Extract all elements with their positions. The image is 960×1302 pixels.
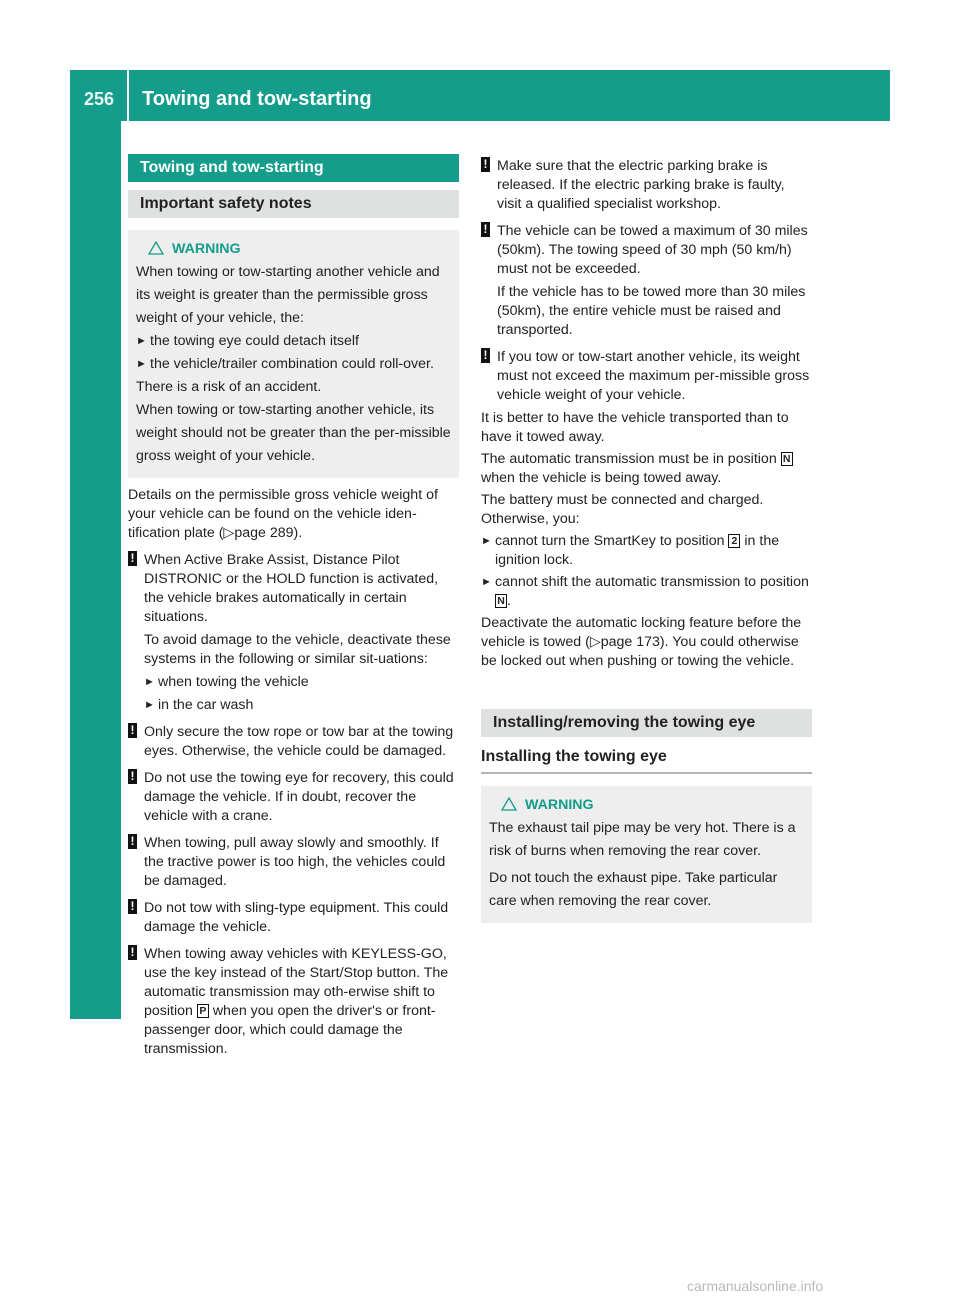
bullet-text: cannot turn the SmartKey to position — [495, 533, 725, 549]
note-text: Do not use the towing eye for recovery, this could damage the vehicle. If in doubt, recover the vehicle with a crane. — [144, 770, 454, 824]
note-text: If the vehicle has to be towed more than 30 miles (50km), the entire vehicle must be raised and transported. — [497, 284, 806, 338]
note-text: To avoid damage to the vehicle, deactivate these systems in the following or similar sit-uations: — [144, 632, 451, 667]
watermark: carmanualsonline.info — [687, 1278, 824, 1294]
body-paragraph — [481, 450, 812, 488]
page-header — [70, 70, 890, 121]
details-paragraph — [128, 486, 459, 543]
warning-bullet — [136, 330, 451, 353]
warning-intro: When towing or tow-starting another vehicle and its weight is greater than the permissible gross weight of your vehicle, the: — [136, 264, 440, 326]
warning-header — [489, 794, 804, 817]
note-text-part: when you open the driver's or front-passenger door, which could damage the transmission. — [144, 1003, 436, 1057]
exclamation-icon: ! — [128, 769, 137, 784]
page-arrow-icon: ▷ — [223, 525, 235, 541]
page-number: 256 — [84, 89, 115, 109]
bullet-text: in the ignition lock. — [495, 533, 780, 568]
note-item — [128, 834, 459, 891]
bullet-icon: ► — [144, 699, 155, 711]
gear-key-icon: P — [197, 1004, 209, 1018]
bullet-icon: ► — [481, 576, 492, 588]
warning-box — [128, 230, 459, 478]
body-text: Deactivate the automatic locking feature before the vehicle is towed ( — [481, 615, 802, 650]
body-paragraph: It is better to have the vehicle transported than to have it towed away. — [481, 410, 789, 445]
note-text: Make sure that the electric parking brake is released. If the electric parking brake is faulty, visit a qualified specialist workshop. — [497, 158, 785, 212]
exclamation-icon: ! — [481, 222, 490, 237]
gear-key-icon: N — [495, 594, 507, 608]
body-paragraph — [481, 614, 812, 671]
exclamation-icon: ! — [128, 945, 137, 960]
subsection-heading: Important safety notes — [128, 190, 459, 218]
note-text: Do not tow with sling-type equipment. This could damage the vehicle. — [144, 900, 449, 935]
body-paragraph: The battery must be connected and charged. Otherwise, you: — [481, 492, 764, 527]
bullet-text: the towing eye could detach itself — [150, 333, 360, 349]
bullet-icon: ► — [481, 535, 492, 547]
exclamation-icon: ! — [128, 899, 137, 914]
warning-label: WARNING — [172, 241, 241, 257]
note-item — [481, 348, 812, 405]
bullet-icon: ► — [136, 335, 147, 347]
warning-triangle-icon — [148, 241, 164, 255]
body-bullet — [481, 573, 812, 611]
warning-box — [481, 786, 812, 923]
warning-risk: There is a risk of an accident. — [136, 379, 322, 395]
note-bullet — [144, 696, 459, 715]
note-item — [481, 222, 812, 340]
note-item — [128, 945, 459, 1059]
warning-bullet — [136, 353, 451, 376]
note-text: When Active Brake Assist, Distance Pilot DISTRONIC or the HOLD function is activated, the vehicle brakes automatically in certain situations. — [144, 552, 439, 625]
bullet-text: the vehicle/trailer combination could roll-over. — [150, 356, 434, 372]
section-heading: Installing/removing the towing eye — [481, 709, 812, 737]
exclamation-icon: ! — [481, 157, 490, 172]
body-text: when the vehicle is being towed away. — [481, 470, 722, 486]
exclamation-icon: ! — [481, 348, 490, 363]
gear-key-icon: N — [781, 452, 793, 466]
details-text: Details on the permissible gross vehicle weight of your vehicle can be found on the vehicle iden-tification plate ( — [128, 487, 438, 541]
subsection-heading: Installing the towing eye — [481, 747, 812, 774]
exclamation-icon: ! — [128, 723, 137, 738]
note-item — [481, 157, 812, 214]
note-text: Only secure the tow rope or tow bar at the towing eyes. Otherwise, the vehicle could be damaged. — [144, 724, 454, 759]
body-text: The automatic transmission must be in position — [481, 451, 777, 467]
warning-triangle-icon — [501, 797, 517, 811]
note-text-part: When towing away vehicles with KEYLESS-GO, use the key instead of the Start/Stop button. The automatic transmission may oth-erwise shift to position — [144, 946, 449, 1019]
bullet-icon: ► — [144, 676, 155, 688]
key-position-icon: 2 — [728, 534, 740, 548]
note-bullet — [144, 673, 459, 692]
header-title: Towing and tow-starting — [142, 88, 372, 110]
page-reference-link[interactable]: page 289). — [234, 525, 303, 541]
exclamation-icon: ! — [128, 834, 137, 849]
page-arrow-icon: ▷ — [589, 634, 601, 650]
right-column — [481, 157, 812, 923]
warning-label: WARNING — [525, 797, 594, 813]
header-divider — [127, 70, 129, 121]
warning-text: The exhaust tail pipe may be very hot. There is a risk of burns when removing the rear cover. — [489, 820, 796, 859]
warning-text: Do not touch the exhaust pipe. Take particular care when removing the rear cover. — [489, 870, 778, 909]
left-column — [128, 154, 459, 1059]
note-text: The vehicle can be towed a maximum of 30 miles (50km). The towing speed of 30 mph (50 km/h) must not be exceeded. — [497, 223, 808, 277]
note-item — [128, 899, 459, 937]
exclamation-icon: ! — [128, 551, 137, 566]
bullet-text: . — [507, 593, 511, 609]
note-item — [128, 551, 459, 715]
bullet-icon: ► — [136, 358, 147, 370]
note-text: If you tow or tow-start another vehicle, its weight must not exceed the maximum per-missible gross vehicle weight of your vehicle. — [497, 349, 810, 403]
section-heading: Towing and tow-starting — [128, 154, 459, 182]
body-bullet — [481, 532, 812, 570]
note-text — [144, 945, 459, 1059]
warning-header — [136, 238, 451, 261]
bullet-text: in the car wash — [158, 697, 254, 713]
warning-closing: When towing or tow-starting another vehicle, its weight should not be greater than the per-missible gross weight of your vehicle. — [136, 402, 451, 464]
bullet-text: cannot shift the automatic transmission to position — [495, 574, 809, 590]
note-item — [128, 769, 459, 826]
note-item — [128, 723, 459, 761]
side-section-label: Breakdown assistance — [96, 558, 118, 778]
bullet-text: when towing the vehicle — [158, 674, 309, 690]
page-reference-link[interactable]: page 173). You could otherwise be locked out when pushing or towing the vehicle. — [481, 634, 799, 669]
note-text: When towing, pull away slowly and smoothly. If the tractive power is too high, the vehicles could be damaged. — [144, 835, 446, 889]
